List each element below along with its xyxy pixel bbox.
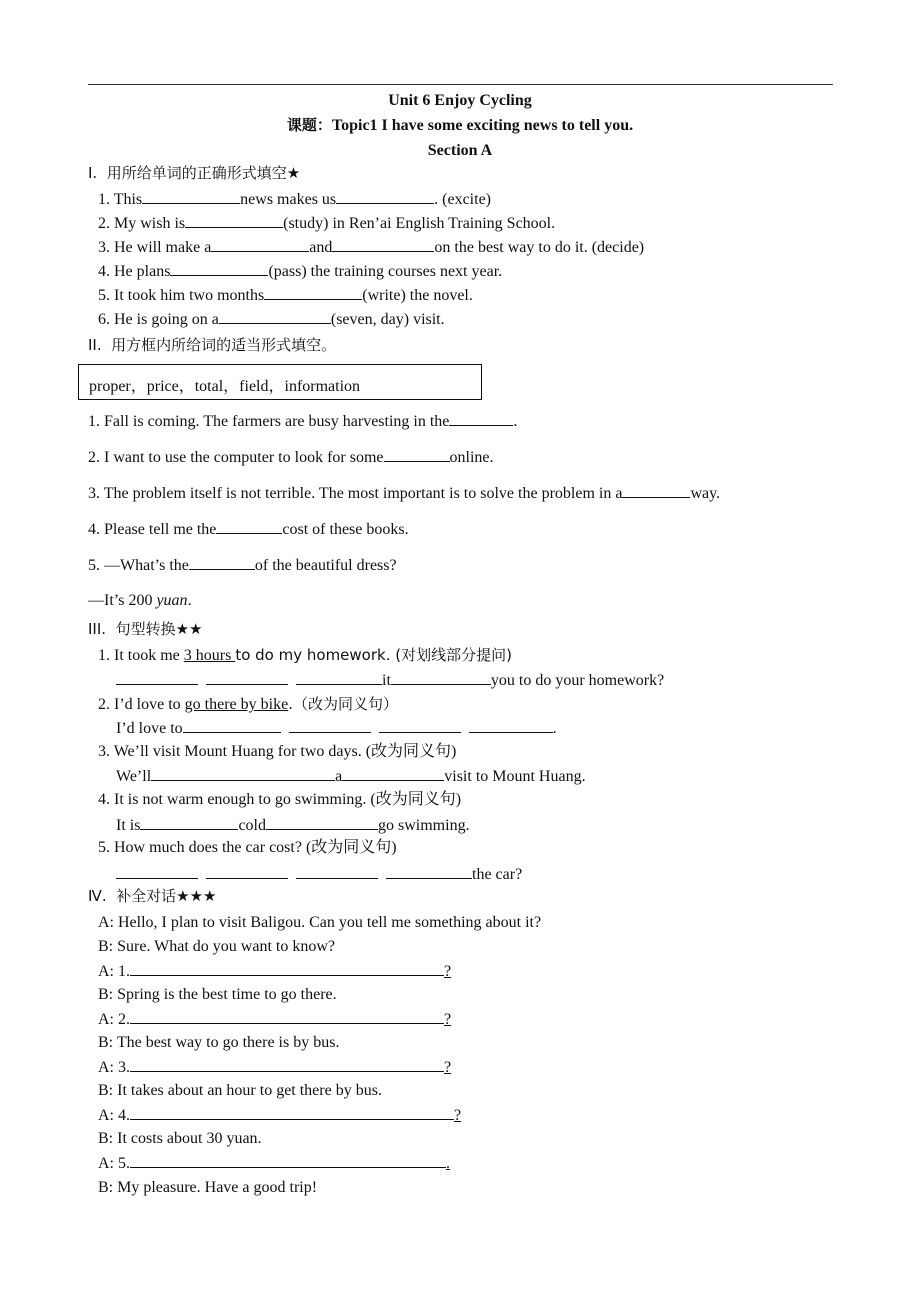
- answer-blank[interactable]: [332, 237, 434, 252]
- answer-blank[interactable]: [266, 815, 378, 830]
- part2-item-3: 3. The problem itself is not terrible. The most important is to solve the problem in a way.: [88, 485, 721, 502]
- answer-blank[interactable]: [386, 864, 472, 879]
- answer-blank[interactable]: [130, 1105, 454, 1120]
- answer-blank[interactable]: [130, 1009, 444, 1024]
- section-title: Section A: [427, 142, 493, 159]
- dialog-line: A: 3. ?: [98, 1059, 452, 1076]
- answer-blank[interactable]: [391, 670, 491, 685]
- part3-a2: I’d love to .: [116, 720, 557, 737]
- answer-blank[interactable]: [130, 1057, 444, 1072]
- part2-item-1: 1. Fall is coming. The farmers are busy harvesting in the .: [88, 413, 518, 430]
- answer-blank[interactable]: [130, 1153, 446, 1168]
- unit-title: Unit 6 Enjoy Cycling: [388, 92, 532, 109]
- answer-blank[interactable]: [216, 519, 282, 534]
- answer-blank[interactable]: [116, 864, 198, 879]
- part2-title: II. 用方框内所给词的适当形式填空。: [88, 336, 337, 354]
- part1-item-3: 3. He will make a and on the best way to do it. (decide): [98, 239, 645, 256]
- answer-blank[interactable]: [296, 864, 378, 879]
- answer-blank[interactable]: [206, 864, 288, 879]
- answer-blank[interactable]: [379, 718, 461, 733]
- answer-blank[interactable]: [342, 766, 444, 781]
- topic-label: 课题：: [286, 116, 332, 134]
- answer-blank[interactable]: [622, 483, 690, 498]
- dialog-line: A: 4. ?: [98, 1107, 462, 1124]
- word-box: [78, 364, 482, 400]
- part3-q3: 3. We’ll visit Mount Huang for two days. (改为同义句): [98, 743, 457, 760]
- answer-blank[interactable]: [206, 670, 288, 685]
- part1-item-1: 1. This news makes us . (excite): [98, 191, 491, 208]
- answer-blank[interactable]: [289, 718, 371, 733]
- topic-line: [0, 115, 920, 136]
- answer-blank[interactable]: [296, 670, 382, 685]
- part1-item-6: 6. He is going on a (seven, day) visit.: [98, 311, 445, 328]
- dialog-line: B: Sure. What do you want to know?: [98, 938, 336, 955]
- answer-blank[interactable]: [384, 447, 450, 462]
- header-rule: [88, 84, 833, 85]
- answer-blank[interactable]: [469, 718, 553, 733]
- part2-answer: —It’s 200 yuan.: [88, 592, 192, 609]
- part3-a1: it you to do your homework?: [116, 670, 664, 691]
- part1-item-4: 4. He plans (pass) the training courses next year.: [98, 263, 503, 280]
- part3-a5: the car?: [116, 864, 522, 885]
- dialog-line: B: It costs about 30 yuan.: [98, 1130, 262, 1147]
- part3-a3: We’ll a visit to Mount Huang.: [116, 768, 586, 785]
- dialog-line: B: Spring is the best time to go there.: [98, 986, 337, 1003]
- dialog-line: B: The best way to go there is by bus.: [98, 1034, 340, 1051]
- answer-blank[interactable]: [189, 555, 255, 570]
- part3-q2: 2. I’d love to go there by bike.（改为同义句）: [98, 695, 398, 713]
- dialog-line: A: 1. ?: [98, 963, 452, 980]
- answer-blank[interactable]: [449, 411, 513, 426]
- part2-item-4: 4. Please tell me the cost of these books.: [88, 521, 409, 538]
- answer-blank[interactable]: [140, 815, 238, 830]
- answer-blank[interactable]: [336, 189, 434, 204]
- part3-title: III. 句型转换★★: [88, 620, 203, 638]
- part1-item-5: 5. It took him two months (write) the novel.: [98, 287, 473, 304]
- dialog-line: A: 5. .: [98, 1155, 450, 1172]
- dialog-line: B: My pleasure. Have a good trip!: [98, 1179, 318, 1196]
- dialog-line: A: Hello, I plan to visit Baligou. Can you tell me something about it?: [98, 914, 542, 931]
- answer-blank[interactable]: [219, 309, 331, 324]
- answer-blank[interactable]: [130, 961, 444, 976]
- word-box-text: proper，price，total，field，information: [89, 378, 361, 395]
- part3-q4: 4. It is not warm enough to go swimming. (改为同义句): [98, 791, 462, 808]
- answer-blank[interactable]: [211, 237, 309, 252]
- answer-blank[interactable]: [170, 261, 268, 276]
- answer-blank[interactable]: [183, 718, 281, 733]
- answer-blank[interactable]: [151, 766, 335, 781]
- part1-item-2: 2. My wish is (study) in Ren’ai English Training School.: [98, 215, 556, 232]
- part2-item-2: 2. I want to use the computer to look for some online.: [88, 449, 494, 466]
- part3-q1: 1. It took me 3 hours to do my homework. (对划线部分提问): [98, 646, 512, 664]
- dialog-line: A: 2. ?: [98, 1011, 452, 1028]
- part2-item-5: 5. —What’s the of the beautiful dress?: [88, 557, 397, 574]
- answer-blank[interactable]: [185, 213, 283, 228]
- answer-blank[interactable]: [264, 285, 362, 300]
- topic-text: Topic1 I have some exciting news to tell you.: [331, 117, 634, 134]
- answer-blank[interactable]: [116, 670, 198, 685]
- dialog-line: B: It takes about an hour to get there by bus.: [98, 1082, 382, 1099]
- part4-title: Ⅳ. 补全对话★★★: [88, 887, 217, 905]
- part1-title: I. 用所给单词的正确形式填空★: [88, 164, 301, 182]
- answer-blank[interactable]: [142, 189, 240, 204]
- part3-q5: 5. How much does the car cost? (改为同义句): [98, 839, 397, 856]
- part3-a4: It is cold go swimming.: [116, 817, 470, 834]
